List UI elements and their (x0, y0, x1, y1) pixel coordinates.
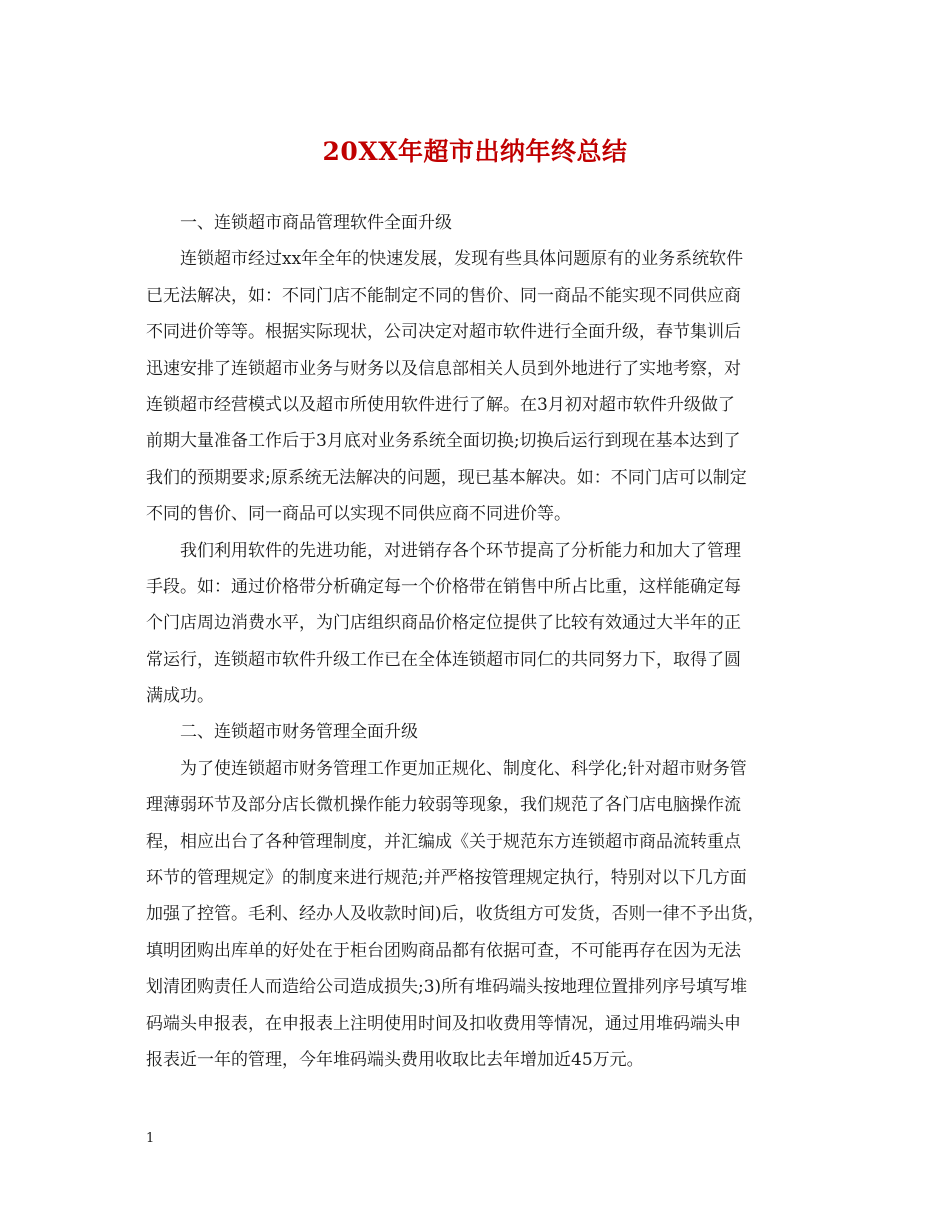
page-number: 1 (146, 1131, 155, 1146)
body-line: 理薄弱环节及部分店长微机操作能力较弱等现象，我们规范了各门店电脑操作流 (146, 795, 741, 816)
body-line: 连锁超市经过xx年全年的快速发展，发现有些具体问题原有的业务系统软件 (180, 249, 744, 270)
body-line: 常运行，连锁超市软件升级工作已在全体连锁超市同仁的共同努力下，取得了圆 (146, 649, 741, 670)
body-line: 已无法解决，如：不同门店不能制定不同的售价、同一商品不能实现不同供应商 (146, 285, 741, 306)
body-line: 不同的售价、同一商品可以实现不同供应商不同进价等。 (146, 504, 571, 525)
body-line: 为了使连锁超市财务管理工作更加正规化、制度化、科学化;针对超市财务管 (180, 758, 747, 779)
body-line: 不同进价等等。根据实际现状，公司决定对超市软件进行全面升级，春节集训后 (146, 322, 741, 343)
body-line: 我们的预期要求;原系统无法解决的问题，现已基本解决。如：不同门店可以制定 (146, 467, 747, 488)
body-line: 二、连锁超市财务管理全面升级 (180, 722, 418, 743)
body-line: 前期大量准备工作后于3月底对业务系统全面切换;切换后运行到现在基本达到了 (146, 431, 741, 452)
body-line: 手段。如：通过价格带分析确定每一个价格带在销售中所占比重，这样能确定每 (146, 576, 741, 597)
body-line: 程，相应出台了各种管理制度，并汇编成《关于规范东方连锁超市商品流转重点 (146, 831, 741, 852)
body-line: 划清团购责任人而造给公司造成损失;3)所有堆码端头按地理位置排列序号填写堆 (146, 977, 748, 998)
body-line: 个门店周边消费水平，为门店组织商品价格定位提供了比较有效通过大半年的正 (146, 613, 741, 634)
document-body (146, 205, 810, 1078)
body-line: 迅速安排了连锁超市业务与财务以及信息部相关人员到外地进行了实地考察，对 (146, 358, 741, 379)
body-line: 报表近一年的管理，今年堆码端头费用收取比去年增加近45万元。 (146, 1049, 644, 1070)
body-line: 环节的管理规定》的制度来进行规范;并严格按管理规定执行，特别对以下几方面 (146, 868, 747, 889)
body-line: 一、连锁超市商品管理软件全面升级 (180, 213, 452, 233)
body-line: 码端头申报表，在申报表上注明使用时间及扣收费用等情况，通过用堆码端头申 (146, 1013, 741, 1034)
body-line: 填明团购出库单的好处在于柜台团购商品都有依据可查，不可能再存在因为无法 (146, 940, 741, 961)
body-line: 加强了控管。毛利、经办人及收款时间)后，收货组方可发货，否则一律不予出货， (146, 904, 765, 925)
document-title: 20XX年超市出纳年终总结 (322, 137, 628, 166)
body-line: 连锁超市经营模式以及超市所使用软件进行了解。在3月初对超市软件升级做了 (146, 394, 735, 415)
body-line: 满成功。 (146, 686, 214, 707)
body-line: 我们利用软件的先进功能，对进销存各个环节提高了分析能力和加大了管理 (180, 540, 741, 561)
